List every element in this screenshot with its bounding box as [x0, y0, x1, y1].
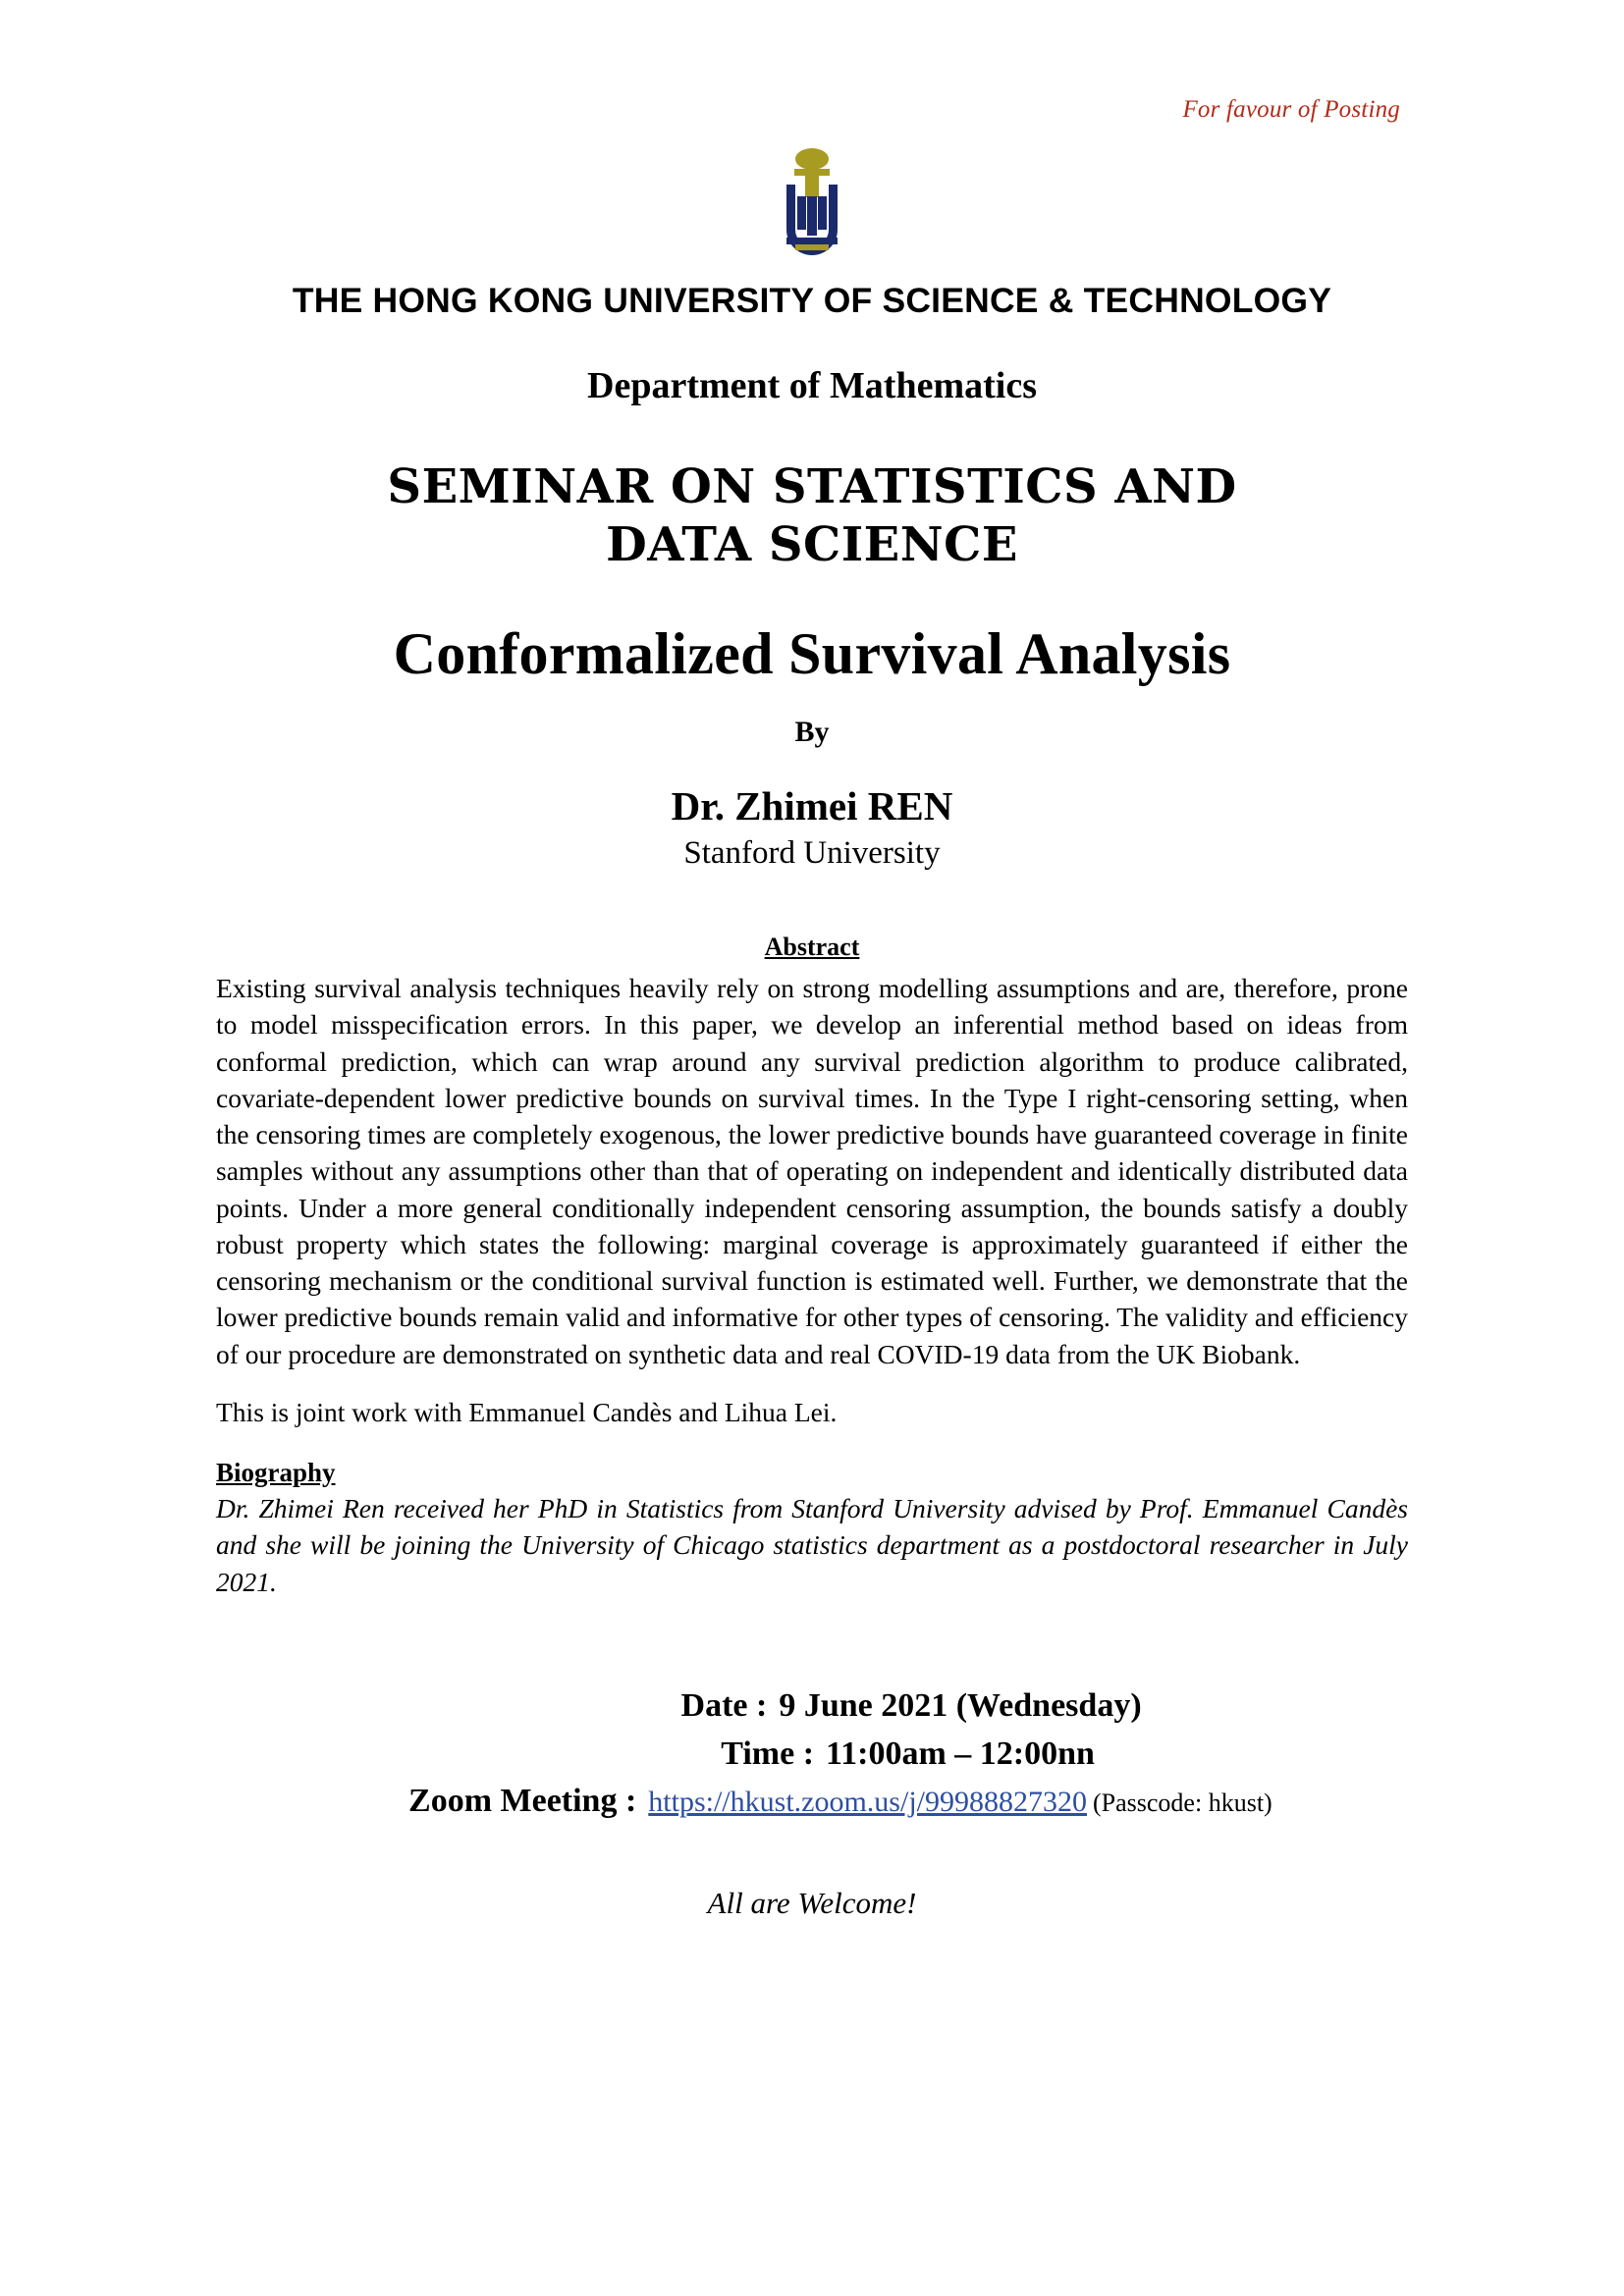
by-label: By	[794, 716, 830, 749]
abstract-body: Existing survival analysis techniques heavily rely on strong modelling assumptions and are, therefore, prone to model misspecification errors. In this paper, we develop an inferential method based on ideas from conformal prediction, which can wrap around any survival prediction algorithm to produce calibrated, covariate-dependent lower predictive bounds on survival times. In the Type I right-censoring setting, when the censoring times are completely exogenous, the lower predictive bounds have guaranteed coverage in finite samples without any assumptions other than that of operating on independent and identically distributed data points. Under a more general conditionally independent censoring assumption, the bounds satisfy a doubly robust property which states the following: marginal coverage is approximately guaranteed if either the censoring mechanism or the conditional survival function is estimated well. Further, we demonstrate that the lower predictive bounds remain valid and informative for other types of censoring. The validity and efficiency of our procedure are demonstrated on synthetic data and real COVID-19 data from the UK Biobank.	[216, 973, 1408, 1369]
biography-heading: Biography	[216, 1458, 336, 1488]
zoom-meeting-link[interactable]: https://hkust.zoom.us/j/99988827320	[648, 1785, 1087, 1818]
university-name: THE HONG KONG UNIVERSITY OF SCIENCE & TECHNOLOGY	[292, 281, 1332, 320]
date-value: 9 June 2021 (Wednesday)	[779, 1687, 1142, 1725]
zoom-passcode: (Passcode: hkust)	[1093, 1788, 1272, 1817]
zoom-value	[648, 1778, 1272, 1825]
time-label: Time :	[721, 1735, 815, 1772]
joint-work-note: This is joint work with Emmanuel Candès and Lihua Lei.	[216, 1396, 838, 1427]
speaker-name: Dr. Zhimei REN	[671, 783, 953, 829]
posting-note: For favour of Posting	[1182, 96, 1400, 123]
date-label: Date :	[680, 1687, 768, 1725]
date-row	[482, 1682, 1141, 1730]
seminar-series-title	[216, 458, 1408, 573]
logo-container	[216, 0, 1408, 263]
biography-body: Dr. Zhimei Ren received her PhD in Statistics from Stanford University advised by Prof. Emmanuel Candès and she will be joining the University of Chicago statistics department as a postdoctoral researcher in July 2021.	[216, 1493, 1408, 1597]
talk-title: Conformalized Survival Analysis	[393, 621, 1231, 687]
series-line-2: DATA SCIENCE	[606, 516, 1018, 572]
welcome-note: All are Welcome!	[707, 1886, 917, 1921]
zoom-row	[352, 1778, 1272, 1825]
time-value: 11:00am – 12:00nn	[826, 1735, 1095, 1772]
time-row	[529, 1731, 1095, 1778]
department-name: Department of Mathematics	[587, 365, 1037, 406]
speaker-affiliation: Stanford University	[683, 835, 941, 872]
zoom-label: Zoom Meeting :	[408, 1782, 637, 1819]
event-details	[216, 1682, 1408, 1825]
series-line-1: SEMINAR ON STATISTICS AND	[387, 459, 1237, 514]
hkust-logo-icon	[765, 145, 859, 263]
abstract-heading: Abstract	[764, 933, 860, 962]
